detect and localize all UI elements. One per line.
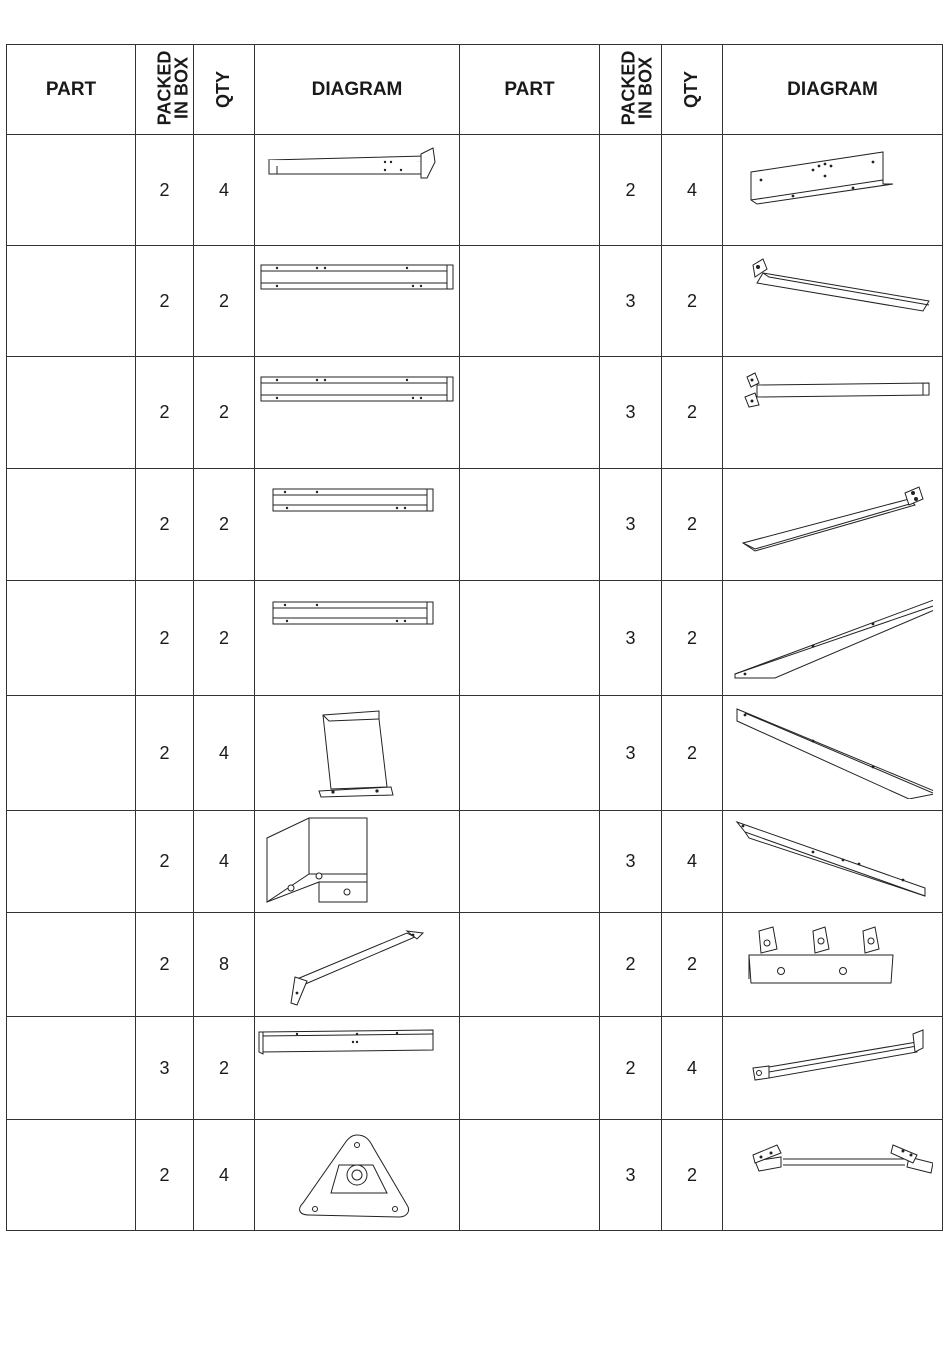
right-part-cell — [460, 913, 600, 1017]
right-qty-cell — [662, 581, 723, 696]
right-part-cell — [460, 246, 600, 357]
right-packed-in-box-cell-value: 3 — [625, 1164, 636, 1185]
left-packed-in-box-cell-value: 2 — [159, 402, 170, 422]
left-packed-in-box-cell — [136, 357, 194, 469]
right-qty-cell-value: 2 — [686, 290, 697, 311]
table-row — [7, 135, 943, 246]
left-diagram-cell — [255, 696, 460, 811]
right-qty-cell — [662, 913, 723, 1017]
right-qty-cell — [662, 811, 723, 913]
right-packed-in-box-cell — [600, 246, 662, 357]
right-qty-cell — [662, 246, 723, 357]
right-packed-in-box-cell-value: 3 — [625, 402, 636, 422]
right-packed-in-box-cell — [600, 1017, 662, 1120]
right-packed-in-box-cell — [600, 357, 662, 469]
table-row — [7, 469, 943, 581]
right-diagram-cell — [723, 357, 943, 469]
left-packed-in-box-cell — [136, 135, 194, 246]
right-packed-in-box-cell-value: 3 — [625, 627, 636, 648]
right-qty-cell-value: 2 — [686, 514, 697, 534]
right-packed-in-box-cell-value: 2 — [625, 1057, 636, 1078]
left-packed-in-box-cell-value: 2 — [159, 514, 170, 534]
header-packed-in-box — [600, 45, 662, 135]
header-packed-line2: IN BOX — [171, 56, 192, 120]
table-row — [7, 696, 943, 811]
left-qty-cell — [194, 696, 255, 811]
left-part-cell — [7, 357, 136, 469]
right-packed-in-box-cell-value: 3 — [625, 290, 636, 311]
parts-table — [6, 44, 943, 1231]
right-diagram-cell — [723, 1120, 943, 1231]
right-packed-in-box-cell — [600, 581, 662, 696]
right-qty-cell — [662, 135, 723, 246]
right-packed-in-box-cell — [600, 811, 662, 913]
left-qty-cell-value: 2 — [218, 1057, 229, 1078]
right-diagram-cell — [723, 1017, 943, 1120]
left-qty-cell-value: 4 — [218, 1164, 229, 1185]
diagonal-strut-diagram — [257, 919, 457, 1011]
header-packed-line1: PACKED — [154, 50, 175, 126]
left-qty-cell — [194, 246, 255, 357]
right-part-cell — [460, 1120, 600, 1231]
left-diagram-cell — [255, 1017, 460, 1120]
left-packed-in-box-cell-value: 2 — [159, 1164, 170, 1185]
left-packed-in-box-cell-value: 3 — [159, 1057, 170, 1078]
right-qty-cell-value: 2 — [686, 954, 697, 974]
cross-brace-with-end-tabs-diagram — [733, 1129, 933, 1221]
header-packed-in-box — [136, 45, 194, 135]
left-qty-cell — [194, 1017, 255, 1120]
right-qty-cell — [662, 469, 723, 581]
left-diagram-cell — [255, 1120, 460, 1231]
angled-beam-with-end-bracket-diagram — [733, 479, 933, 571]
right-qty-cell — [662, 357, 723, 469]
right-part-cell — [460, 357, 600, 469]
left-part-cell — [7, 1120, 136, 1231]
header-row — [7, 45, 943, 135]
top-rail-with-holes-diagram — [257, 1022, 457, 1114]
left-part-cell — [7, 469, 136, 581]
right-qty-cell — [662, 696, 723, 811]
right-qty-cell-value: 2 — [686, 627, 697, 648]
short-channel-rail-diagram — [257, 479, 457, 571]
long-channel-rail-diagram — [257, 255, 457, 347]
left-diagram-cell — [255, 357, 460, 469]
right-qty-cell-value: 4 — [686, 851, 697, 871]
table-row — [7, 811, 943, 913]
left-packed-in-box-cell-value: 2 — [159, 627, 170, 648]
left-packed-in-box-cell — [136, 469, 194, 581]
left-qty-cell-value: 8 — [218, 954, 229, 974]
left-qty-cell-value: 4 — [218, 851, 229, 871]
header-packed-line2: IN BOX — [635, 56, 656, 120]
left-qty-cell-value: 2 — [218, 290, 229, 311]
right-part-cell — [460, 811, 600, 913]
right-packed-in-box-cell-value: 3 — [625, 742, 636, 763]
long-angle-brace-rising-diagram — [733, 592, 933, 684]
square-tube-leg-with-foot-diagram — [257, 144, 457, 236]
table-row — [7, 357, 943, 469]
flat-panel-with-foot-diagram — [257, 707, 457, 799]
small-angled-strut-diagram — [733, 1022, 933, 1114]
left-part-cell — [7, 1017, 136, 1120]
left-packed-in-box-cell — [136, 246, 194, 357]
right-part-cell — [460, 135, 600, 246]
right-diagram-cell — [723, 581, 943, 696]
square-tube-with-brackets-diagram — [733, 367, 933, 459]
left-qty-cell-value: 4 — [218, 742, 229, 763]
left-qty-cell — [194, 1120, 255, 1231]
left-part-cell — [7, 581, 136, 696]
right-part-cell — [460, 696, 600, 811]
right-diagram-cell — [723, 246, 943, 357]
right-diagram-cell — [723, 469, 943, 581]
header-part: PART — [7, 45, 136, 135]
left-diagram-cell — [255, 581, 460, 696]
left-part-cell — [7, 811, 136, 913]
header-qty — [194, 45, 255, 135]
right-packed-in-box-cell-value: 3 — [625, 514, 636, 534]
right-packed-in-box-cell — [600, 1120, 662, 1231]
left-qty-cell — [194, 811, 255, 913]
right-packed-in-box-cell — [600, 135, 662, 246]
left-packed-in-box-cell — [136, 1120, 194, 1231]
long-channel-rail-diagram — [257, 367, 457, 459]
left-qty-cell — [194, 581, 255, 696]
right-part-cell — [460, 581, 600, 696]
left-qty-cell — [194, 913, 255, 1017]
left-diagram-cell — [255, 811, 460, 913]
right-packed-in-box-cell-value: 2 — [625, 179, 636, 200]
left-qty-cell-value: 2 — [218, 514, 229, 534]
table-row — [7, 246, 943, 357]
header-part: PART — [460, 45, 600, 135]
left-packed-in-box-cell — [136, 811, 194, 913]
right-packed-in-box-cell — [600, 469, 662, 581]
left-part-cell — [7, 696, 136, 811]
left-packed-in-box-cell-value: 2 — [159, 742, 170, 763]
right-packed-in-box-cell-value: 2 — [625, 954, 636, 974]
right-qty-cell — [662, 1017, 723, 1120]
corner-bracket-diagram — [257, 816, 457, 908]
left-qty-cell-value: 4 — [218, 179, 229, 200]
left-qty-cell — [194, 469, 255, 581]
short-channel-rail-diagram — [257, 592, 457, 684]
left-packed-in-box-cell — [136, 913, 194, 1017]
right-packed-in-box-cell — [600, 696, 662, 811]
header-qty — [662, 45, 723, 135]
right-qty-cell — [662, 1120, 723, 1231]
right-qty-cell-value: 2 — [686, 402, 697, 422]
table-row — [7, 1120, 943, 1231]
header-diagram: DIAGRAM — [723, 45, 943, 135]
left-diagram-cell — [255, 246, 460, 357]
left-packed-in-box-cell-value: 2 — [159, 179, 170, 200]
right-qty-cell-value: 4 — [686, 179, 697, 200]
table-row — [7, 1017, 943, 1120]
table-row — [7, 581, 943, 696]
right-part-cell — [460, 469, 600, 581]
right-part-cell — [460, 1017, 600, 1120]
right-diagram-cell — [723, 135, 943, 246]
right-diagram-cell — [723, 696, 943, 811]
left-part-cell — [7, 913, 136, 1017]
right-qty-cell-value: 4 — [686, 1057, 697, 1078]
right-diagram-cell — [723, 811, 943, 913]
left-packed-in-box-cell-value: 2 — [159, 954, 170, 974]
left-part-cell — [7, 246, 136, 357]
left-packed-in-box-cell — [136, 696, 194, 811]
left-qty-cell — [194, 357, 255, 469]
triangular-foot-pad-diagram — [257, 1129, 457, 1221]
right-packed-in-box-cell-value: 3 — [625, 851, 636, 871]
left-packed-in-box-cell-value: 2 — [159, 290, 170, 311]
left-qty-cell — [194, 135, 255, 246]
right-packed-in-box-cell — [600, 913, 662, 1017]
left-diagram-cell — [255, 469, 460, 581]
left-packed-in-box-cell — [136, 1017, 194, 1120]
left-packed-in-box-cell — [136, 581, 194, 696]
table-row — [7, 913, 943, 1017]
header-qty-label: QTY — [213, 70, 234, 108]
header-diagram: DIAGRAM — [255, 45, 460, 135]
right-qty-cell-value: 2 — [686, 742, 697, 763]
header-packed-line1: PACKED — [618, 50, 639, 126]
right-qty-cell-value: 2 — [686, 1164, 697, 1185]
left-diagram-cell — [255, 913, 460, 1017]
left-part-cell — [7, 135, 136, 246]
left-qty-cell-value: 2 — [218, 402, 229, 422]
angle-brace-with-holes-diagram — [733, 816, 933, 908]
long-angle-brace-falling-diagram — [733, 707, 933, 799]
left-packed-in-box-cell-value: 2 — [159, 851, 170, 871]
header-qty-label: QTY — [681, 70, 702, 108]
angled-beam-with-bracket-diagram — [733, 255, 933, 347]
left-qty-cell-value: 2 — [218, 627, 229, 648]
angle-plate-with-hole-pattern-diagram — [733, 144, 933, 236]
left-diagram-cell — [255, 135, 460, 246]
right-diagram-cell — [723, 913, 943, 1017]
triple-tab-mount-plate-diagram — [733, 919, 933, 1011]
